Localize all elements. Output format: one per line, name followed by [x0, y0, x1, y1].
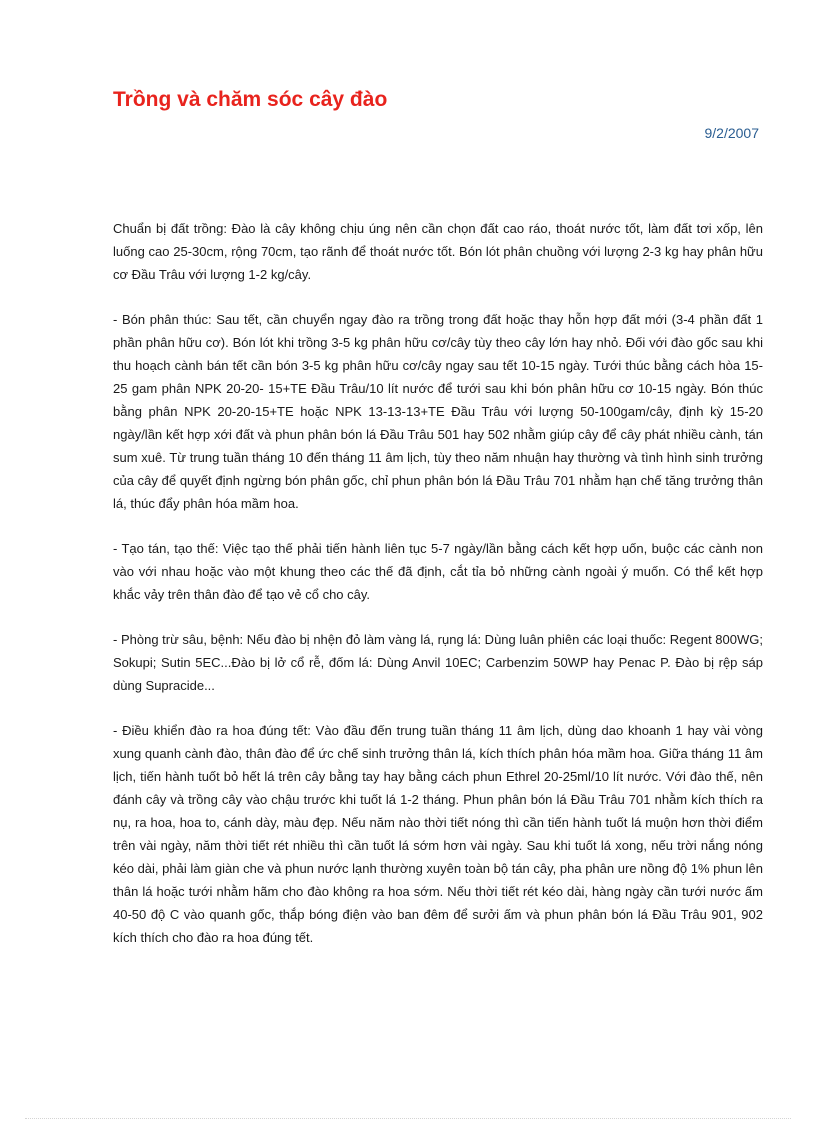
paragraph-fertilizing: - Bón phân thúc: Sau tết, cần chuyển ngay đào ra trồng trong đất hoặc thay hỗn hợp đất mới (3-4 phần đất 1 phần phân hữu cơ). Bón lót khi trồng 3-5 kg phân hữu cơ/cây tùy theo cây lớn hay nhỏ. Đối với đào gốc sau khi thu hoạch cành bán tết cần bón 3-5 kg phân hữu cơ/cây ngay sau tết 10-15 ngày. Tưới thúc bằng cách hòa 15-25 gam phân NPK 20-20- 15+TE Đầu Trâu/10 lít nước để tưới sau khi bón phân hữu cơ 10-15 ngày. Bón thúc bằng phân NPK 20-20-15+TE hoặc NPK 13-13-13+TE Đầu Trâu với lượng 50-100gam/cây, định kỳ 15-20 ngày/lần kết hợp xới đất và phun phân bón lá Đầu Trâu 501 hay 502 nhằm giúp cây để cây phát nhiều cành, tán sum xuê. Từ trung tuần tháng 10 đến tháng 11 âm lịch, tùy theo năm nhuận hay thường và tình hình sinh trưởng của cây để quyết định ngừng bón phân gốc, chỉ phun phân bón lá Đầu Trâu 701 nhằm hạn chế tăng trưởng thân lá, thúc đẩy phân hóa mầm hoa.	[113, 312, 763, 511]
paragraph-shaping: - Tạo tán, tạo thế: Việc tạo thế phải tiến hành liên tục 5-7 ngày/lần bằng cách kết hợp uốn, buộc các cành non vào với nhau hoặc vào một khung theo các thế đã định, cắt tỉa bỏ những cành ngoài ý muốn. Có thể kết hợp khắc vảy trên thân đào để tạo vẻ cổ cho cây.	[113, 541, 763, 602]
paragraph-soil-preparation: Chuẩn bị đất trồng: Đào là cây không chịu úng nên cần chọn đất cao ráo, thoát nước tốt, làm đất tơi xốp, lên luống cao 25-30cm, rộng 70cm, tạo rãnh để thoát nước tốt. Bón lót phân chuồng với lượng 2-3 kg hay phân hữu cơ Đầu Trâu với lượng 1-2 kg/cây.	[113, 221, 763, 282]
paragraph-pest-control: - Phòng trừ sâu, bệnh: Nếu đào bị nhện đỏ làm vàng lá, rụng lá: Dùng luân phiên các loại thuốc: Regent 800WG; Sokupi; Sutin 5EC...Đào bị lở cổ rễ, đốm lá: Dùng Anvil 10EC; Carbenzim 50WP hay Penac P. Đào bị rệp sáp dùng Supracide...	[113, 632, 763, 693]
paragraph-flowering-control: - Điều khiển đào ra hoa đúng tết: Vào đầu đến trung tuần tháng 11 âm lịch, dùng dao khoanh 1 hay vài vòng xung quanh cành đào, thân đào để ức chế sinh trưởng thân lá, kích thích phân hóa mầm hoa. Giữa tháng 11 âm lịch, tiến hành tuốt bỏ hết lá trên cây bằng tay hay bằng cách phun Ethrel 20-25ml/10 lít nước. Với đào thế, nên đánh cây và trồng cây vào chậu trước khi tuốt lá 1-2 tháng. Phun phân bón lá Đầu Trâu 701 nhằm kích thích ra nụ, ra hoa, hoa to, cánh dày, màu đẹp. Nếu năm nào thời tiết nóng thì cần tiến hành tuốt lá muộn hơn thời điểm trên vài ngày, năm thời tiết rét nhiều thì cần tuốt lá sớm hơn vài ngày. Sau khi tuốt lá xong, nếu trời nắng nóng kéo dài, phải làm giàn che và phun nước lạnh thường xuyên toàn bộ tán cây, pha phân ure nồng độ 1% phun lên thân lá hoặc tưới nhằm hãm cho đào không ra hoa sớm. Nếu thời tiết rét kéo dài, hàng ngày cần tưới nước ấm 40-50 độ C vào quanh gốc, thắp bóng điện vào ban đêm để sưởi ấm và phun phân bón lá Đầu Trâu 901, 902 kích thích cho đào ra hoa đúng tết.	[113, 723, 764, 945]
article-title: Trồng và chăm sóc cây đào	[113, 88, 388, 111]
footer-divider	[25, 1118, 791, 1119]
article-body	[113, 217, 763, 971]
article-date: 9/2/2007	[704, 125, 759, 141]
